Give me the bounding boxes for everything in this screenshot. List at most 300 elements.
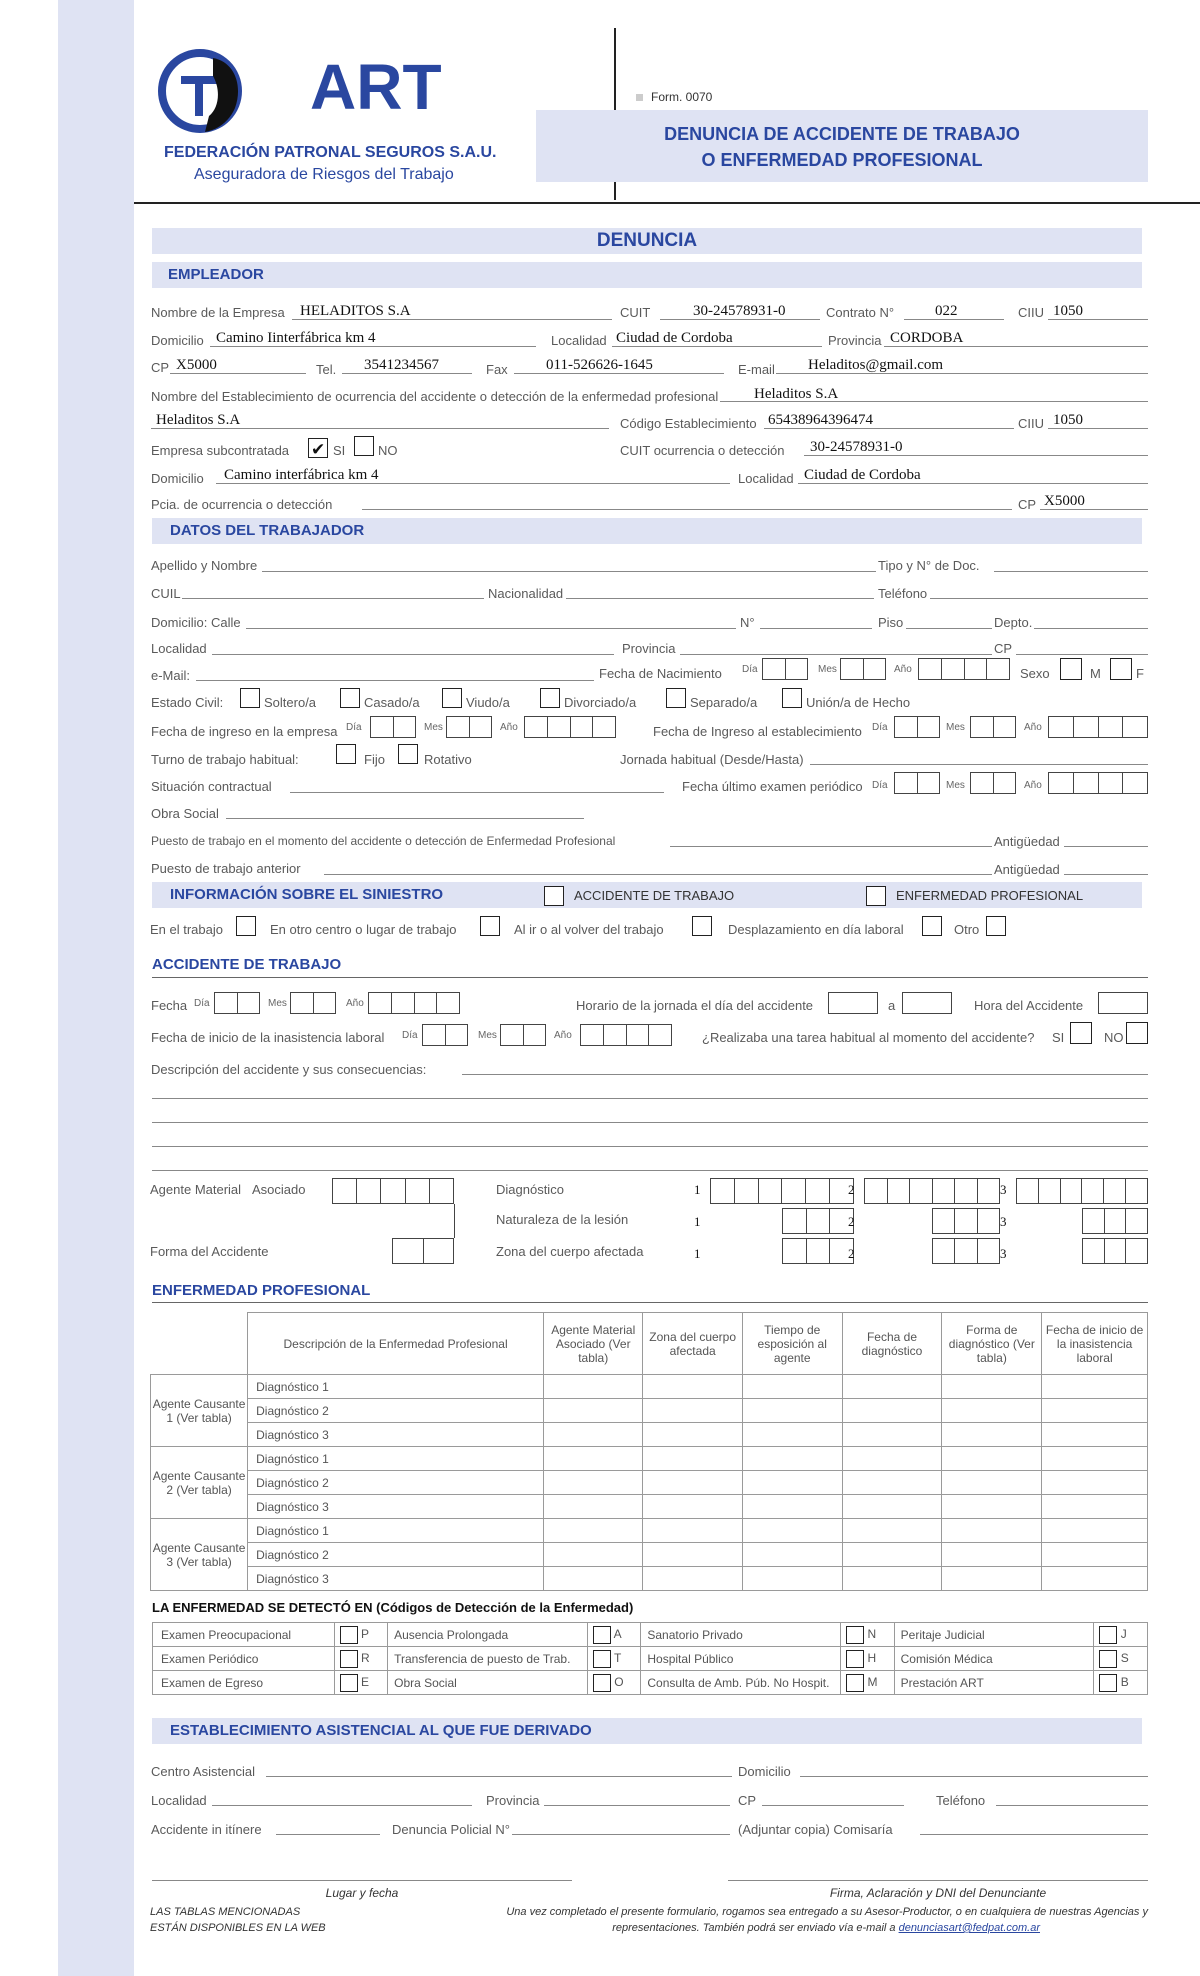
depto-label: Depto.	[994, 615, 1033, 630]
ep-cell[interactable]	[1042, 1567, 1148, 1591]
ep-cell[interactable]	[742, 1375, 842, 1399]
ep-diag-label: Diagnóstico 1	[248, 1375, 544, 1399]
fecha-accidente-mes-cells[interactable]	[290, 992, 336, 1014]
descripcion-line-2	[152, 1122, 1148, 1123]
ep-cell[interactable]	[1042, 1495, 1148, 1519]
det-checkbox[interactable]	[846, 1626, 864, 1644]
det-code-cell[interactable]	[841, 1671, 894, 1695]
opcion-en-trabajo-label: En el trabajo	[150, 922, 223, 937]
fijo-checkbox[interactable]	[336, 744, 356, 764]
ep-cell[interactable]	[942, 1471, 1042, 1495]
ep-diag-label: Diagnóstico 2	[248, 1543, 544, 1567]
horario-label: Horario de la jornada el día del accidente	[576, 998, 814, 1013]
situacion-label: Situación contractual	[151, 779, 272, 794]
tarea-si-checkbox[interactable]	[1070, 1022, 1092, 1044]
form-title-2: O ENFERMEDAD PROFESIONAL	[701, 150, 983, 170]
subcontratada-no-label: NO	[378, 443, 398, 458]
fp-logo-icon	[155, 46, 245, 136]
localidad-t-label: Localidad	[151, 641, 207, 656]
ingreso-estab-mes: Mes	[946, 722, 965, 733]
inicio-inasistencia-anio-cells[interactable]	[580, 1024, 672, 1046]
det-code: M	[867, 1674, 878, 1689]
provincia-asist-line	[544, 1805, 730, 1806]
sexo-m-checkbox[interactable]	[1060, 658, 1082, 680]
tarea-habitual-label: ¿Realizaba una tarea habitual al momento del accidente?	[702, 1030, 1035, 1045]
ep-cell[interactable]	[842, 1423, 942, 1447]
diag-n3: 3	[1000, 1182, 1007, 1197]
det-code: T	[614, 1650, 622, 1665]
ingreso-empresa-anio-cells[interactable]	[524, 716, 616, 738]
examen-dia-cells[interactable]	[894, 772, 940, 794]
ep-cell[interactable]	[942, 1495, 1042, 1519]
nacimiento-anio-cells[interactable]	[918, 658, 1010, 680]
ep-diag-label: Diagnóstico 1	[248, 1447, 544, 1471]
ep-cell[interactable]	[742, 1495, 842, 1519]
ep-cell[interactable]	[643, 1423, 742, 1447]
ep-cell[interactable]	[643, 1375, 742, 1399]
cuit-line	[660, 319, 820, 320]
zona-n2: 2	[848, 1246, 855, 1261]
logo	[155, 46, 245, 136]
fecha-accidente-dia: Día	[194, 998, 210, 1009]
ep-cell[interactable]	[842, 1567, 942, 1591]
itinere-line	[276, 1834, 380, 1835]
examen-anio-cells[interactable]	[1048, 772, 1148, 794]
ciiu2-value[interactable]: 1050	[1053, 412, 1083, 428]
localidad2-value[interactable]: Ciudad de Cordoba	[804, 467, 921, 483]
ciiu-line	[1048, 319, 1148, 320]
sexo-f-checkbox[interactable]	[1110, 658, 1132, 680]
lugar-line	[152, 1880, 572, 1881]
ep-cell[interactable]	[543, 1447, 642, 1471]
det-code-cell[interactable]	[1094, 1671, 1148, 1695]
numero-label: N°	[740, 615, 755, 630]
fijo-label: Fijo	[364, 752, 385, 767]
ep-cell[interactable]	[842, 1471, 942, 1495]
left-stripe	[58, 0, 134, 1976]
cp-t-label: CP	[994, 641, 1013, 656]
ep-cell[interactable]	[643, 1495, 742, 1519]
ep-cell[interactable]	[1042, 1471, 1148, 1495]
inicio-inasistencia-dia-cells[interactable]	[422, 1024, 468, 1046]
ep-cell[interactable]	[543, 1399, 642, 1423]
company-subtitle: Aseguradora de Riesgos del Trabajo	[194, 166, 454, 183]
ep-cell[interactable]	[742, 1471, 842, 1495]
separado-checkbox[interactable]	[666, 688, 686, 708]
tablas-note-1: LAS TABLAS MENCIONADAS	[150, 1906, 301, 1918]
accidente-header-rule	[152, 977, 1148, 978]
subcontratada-label: Empresa subcontratada	[151, 443, 290, 458]
telefono-asist-label: Teléfono	[936, 1793, 986, 1808]
email-label: E-mail	[738, 362, 775, 377]
union-label: Unión/a de Hecho	[806, 695, 911, 710]
ep-cell[interactable]	[543, 1375, 642, 1399]
localidad-value[interactable]: Ciudad de Cordoba	[616, 330, 733, 346]
det-checkbox[interactable]	[593, 1626, 611, 1644]
enfermedad-header: ENFERMEDAD PROFESIONAL	[152, 1282, 371, 1299]
ep-cell[interactable]	[942, 1375, 1042, 1399]
diagnostico-label: Diagnóstico	[496, 1182, 564, 1197]
det-checkbox[interactable]	[1099, 1650, 1117, 1668]
turno-label: Turno de trabajo habitual:	[151, 752, 299, 767]
tarea-no-checkbox[interactable]	[1126, 1022, 1148, 1044]
descripcion-label: Descripción del accidente y sus consecuencias:	[151, 1062, 427, 1077]
enfermedad-table	[150, 1312, 1148, 1591]
piso-line	[906, 628, 992, 629]
cuit-value[interactable]: 30-24578931-0	[693, 303, 786, 319]
calle-label: Domicilio: Calle	[151, 615, 241, 630]
nacimiento-dia-cells[interactable]	[762, 658, 808, 680]
jornada-label: Jornada habitual (Desde/Hasta)	[620, 752, 804, 767]
ep-cell[interactable]	[842, 1543, 942, 1567]
agente-asociado-label: Asociado	[252, 1182, 306, 1197]
codigo-line	[764, 428, 1014, 429]
form-title-1: DENUNCIA DE ACCIDENTE DE TRABAJO	[664, 124, 1020, 144]
obra-social-label: Obra Social	[151, 806, 219, 821]
apellido-label: Apellido y Nombre	[151, 558, 258, 573]
fecha-accidente-anio-cells[interactable]	[368, 992, 460, 1014]
det-checkbox[interactable]	[1099, 1626, 1117, 1644]
telefono-asist-line	[996, 1805, 1148, 1806]
empresa-line	[292, 319, 612, 320]
soltero-label: Soltero/a	[264, 695, 317, 710]
nota-line-2	[380, 1922, 1040, 1934]
tel-value[interactable]: 3541234567	[364, 357, 439, 373]
trabajador-header: DATOS DEL TRABAJADOR	[170, 522, 365, 539]
ep-cell[interactable]	[543, 1567, 642, 1591]
ep-col-tiempo: Tiempo de esposición al agente	[742, 1313, 842, 1375]
ep-cell[interactable]	[742, 1567, 842, 1591]
ingreso-empresa-mes-cells[interactable]	[446, 716, 492, 738]
nacionalidad-line	[566, 598, 874, 599]
det-label: Obra Social	[388, 1671, 588, 1695]
cuit-ocurrencia-value[interactable]: 30-24578931-0	[810, 439, 903, 455]
localidad-t-line	[212, 654, 614, 655]
opcion-ir-volver-label: Al ir o al volver del trabajo	[514, 922, 664, 937]
empleador-band	[152, 262, 1142, 288]
det-checkbox[interactable]	[846, 1650, 864, 1668]
antiguedad-label: Antigüedad	[994, 834, 1060, 849]
rotativo-checkbox[interactable]	[398, 744, 418, 764]
opcion-en-trabajo-checkbox[interactable]	[236, 916, 256, 936]
ep-cell[interactable]	[842, 1399, 942, 1423]
cuil-label: CUIL	[151, 586, 181, 601]
ep-cell[interactable]	[643, 1543, 742, 1567]
brand-name: ART	[310, 51, 442, 123]
apellido-line	[262, 571, 876, 572]
localidad-label: Localidad	[551, 333, 607, 348]
fecha-accidente-mes: Mes	[268, 998, 287, 1009]
cp-label: CP	[151, 360, 170, 375]
sexo-m-label: M	[1090, 666, 1101, 681]
ep-cell[interactable]	[942, 1447, 1042, 1471]
ep-cell[interactable]	[1042, 1399, 1148, 1423]
diag-2-cells[interactable]	[864, 1178, 1000, 1204]
ep-cell[interactable]	[742, 1519, 842, 1543]
opcion-otro-centro-checkbox[interactable]	[480, 916, 500, 936]
fecha-accidente-anio: Año	[346, 998, 364, 1009]
ep-cell[interactable]	[1042, 1543, 1148, 1567]
ingreso-estab-anio-cells[interactable]	[1048, 716, 1148, 738]
zona-2-cells[interactable]	[932, 1238, 1000, 1264]
det-label: Consulta de Amb. Púb. No Hospit.	[641, 1671, 841, 1695]
ep-cell[interactable]	[942, 1567, 1042, 1591]
diag-1-cells[interactable]	[710, 1178, 854, 1204]
det-code-cell[interactable]	[334, 1647, 387, 1671]
separado-label: Separado/a	[690, 695, 758, 710]
nat-n3: 3	[1000, 1214, 1007, 1229]
puesto-line	[670, 846, 992, 847]
ingreso-estab-mes-cells[interactable]	[970, 716, 1016, 738]
ciiu-value[interactable]: 1050	[1053, 303, 1083, 319]
det-code: E	[360, 1674, 369, 1689]
ingreso-estab-dia: Día	[872, 722, 888, 733]
ep-agente-2: Agente Causante 2 (Ver tabla)	[151, 1447, 248, 1519]
horario-hasta-cells[interactable]	[902, 992, 952, 1014]
opcion-desplazamiento-checkbox[interactable]	[922, 916, 942, 936]
antiguedad2-label: Antigüedad	[994, 862, 1060, 877]
domicilio2-label: Domicilio	[151, 471, 204, 486]
ep-cell[interactable]	[643, 1399, 742, 1423]
det-code-cell[interactable]	[1094, 1623, 1148, 1647]
ep-cell[interactable]	[942, 1543, 1042, 1567]
obra-social-line	[226, 818, 584, 819]
fecha-accidente-dia-cells[interactable]	[214, 992, 260, 1014]
opcion-otro-checkbox[interactable]	[986, 916, 1006, 936]
empresa-value[interactable]: HELADITOS S.A	[300, 303, 411, 319]
det-code-cell[interactable]	[841, 1647, 894, 1671]
domicilio2-value[interactable]: Camino interfábrica km 4	[224, 467, 379, 483]
ep-col-fecha-diag: Fecha de diagnóstico	[842, 1313, 942, 1375]
localidad2-label: Localidad	[738, 471, 794, 486]
depto-line	[1034, 628, 1148, 629]
nat-3-cells[interactable]	[1082, 1208, 1148, 1234]
inicio-inasistencia-label: Fecha de inicio de la inasistencia laboral	[151, 1030, 385, 1045]
nacimiento-dia: Día	[742, 664, 758, 675]
nat-1-cells[interactable]	[782, 1208, 854, 1234]
enfermedad-profesional-checkbox[interactable]	[866, 886, 886, 906]
deteccion-header: LA ENFERMEDAD SE DETECTÓ EN (Códigos de Detección de la Enfermedad)	[152, 1600, 634, 1615]
fax-value[interactable]: 011-526626-1645	[546, 357, 653, 373]
inicio-inasistencia-dia: Día	[402, 1030, 418, 1041]
viudo-checkbox[interactable]	[442, 688, 462, 708]
contact-email-link[interactable]: denunciasart@fedpat.com.ar	[898, 1922, 1040, 1934]
antiguedad2-line	[1064, 874, 1148, 875]
det-code-cell[interactable]	[587, 1623, 640, 1647]
opcion-desplazamiento-label: Desplazamiento en día laboral	[728, 922, 904, 937]
examen-mes-cells[interactable]	[970, 772, 1016, 794]
tel-line	[342, 373, 472, 374]
domicilio-asist-label: Domicilio	[738, 1764, 791, 1779]
cp-value[interactable]: X5000	[176, 357, 217, 373]
det-checkbox[interactable]	[340, 1674, 358, 1692]
ep-cell[interactable]	[643, 1519, 742, 1543]
telefono-label: Teléfono	[878, 586, 928, 601]
union-checkbox[interactable]	[782, 688, 802, 708]
ep-cell[interactable]	[643, 1447, 742, 1471]
ep-diag-label: Diagnóstico 1	[248, 1519, 544, 1543]
nacionalidad-label: Nacionalidad	[488, 586, 564, 601]
cp-asist-label: CP	[738, 1793, 757, 1808]
ep-cell[interactable]	[842, 1447, 942, 1471]
nacimiento-mes-cells[interactable]	[840, 658, 886, 680]
domicilio-value[interactable]: Camino Iinterfábrica km 4	[216, 330, 376, 346]
det-checkbox[interactable]	[340, 1626, 358, 1644]
ep-cell[interactable]	[543, 1495, 642, 1519]
puesto-anterior-line	[324, 874, 992, 875]
nat-2-cells[interactable]	[932, 1208, 1000, 1234]
ep-cell[interactable]	[842, 1495, 942, 1519]
descripcion-line-4	[152, 1170, 1148, 1171]
zona-label: Zona del cuerpo afectada	[496, 1244, 644, 1259]
establecimiento-value[interactable]: Heladitos S.A	[754, 386, 839, 402]
examen-dia: Día	[872, 780, 888, 791]
ep-cell[interactable]	[842, 1375, 942, 1399]
opcion-ir-volver-checkbox[interactable]	[692, 916, 712, 936]
det-code-cell[interactable]	[587, 1671, 640, 1695]
subcontratada-si-label: SI	[333, 443, 346, 458]
ep-cell[interactable]	[742, 1399, 842, 1423]
ep-diag-label: Diagnóstico 3	[248, 1567, 544, 1591]
ep-cell[interactable]	[543, 1519, 642, 1543]
descripcion-line-0	[462, 1074, 1148, 1075]
lugar-fecha-label: Lugar y fecha	[325, 1886, 399, 1900]
ep-cell[interactable]	[1042, 1519, 1148, 1543]
ep-col-agente: Agente Material Asociado (Ver tabla)	[543, 1313, 642, 1375]
zona-n1: 1	[694, 1246, 701, 1261]
ingreso-empresa-dia: Día	[346, 722, 362, 733]
det-code-cell[interactable]	[841, 1623, 894, 1647]
det-code-cell[interactable]	[334, 1671, 387, 1695]
det-code-cell[interactable]	[334, 1623, 387, 1647]
hora-accidente-cells[interactable]	[1098, 992, 1148, 1014]
tarea-no-label: NO	[1104, 1030, 1124, 1045]
ingreso-empresa-mes: Mes	[424, 722, 443, 733]
ep-cell[interactable]	[742, 1447, 842, 1471]
ingreso-estab-label: Fecha de Ingreso al establecimiento	[653, 724, 862, 739]
ep-cell[interactable]	[543, 1543, 642, 1567]
contrato-value[interactable]: 022	[935, 303, 958, 319]
establecimiento2-value[interactable]: Heladitos S.A	[156, 412, 241, 428]
zona-3-cells[interactable]	[1082, 1238, 1148, 1264]
company-name: FEDERACIÓN PATRONAL SEGUROS S.A.U.	[164, 144, 497, 161]
localidad2-line	[798, 483, 1148, 484]
codigo-value[interactable]: 65438964396474	[768, 412, 873, 428]
forma-accidente-label: Forma del Accidente	[150, 1244, 269, 1259]
ingreso-estab-dia-cells[interactable]	[894, 716, 940, 738]
det-checkbox[interactable]	[593, 1674, 611, 1692]
sexo-f-label: F	[1136, 666, 1144, 681]
ep-cell[interactable]	[742, 1543, 842, 1567]
agente-material-cells[interactable]	[332, 1178, 454, 1204]
denuncia-title: DENUNCIA	[596, 230, 698, 251]
ep-cell[interactable]	[742, 1423, 842, 1447]
det-code: H	[867, 1650, 877, 1665]
ep-cell[interactable]	[543, 1423, 642, 1447]
subcontratada-no-checkbox[interactable]	[354, 436, 374, 456]
cuit-ocurrencia-line	[804, 455, 1148, 456]
det-code-cell[interactable]	[1094, 1647, 1148, 1671]
ep-cell[interactable]	[543, 1471, 642, 1495]
viudo-label: Viudo/a	[466, 695, 510, 710]
descripcion-line-3	[152, 1146, 1148, 1147]
nacimiento-anio: Año	[894, 664, 912, 675]
ep-cell[interactable]	[643, 1567, 742, 1591]
accidente-trabajo-checkbox[interactable]	[544, 886, 564, 906]
ep-cell[interactable]	[1042, 1423, 1148, 1447]
codes-divider	[454, 1204, 456, 1238]
title-band	[536, 110, 1148, 182]
provincia-label: Provincia	[828, 333, 882, 348]
det-code: S	[1120, 1650, 1129, 1665]
email-value[interactable]: Heladitos@gmail.com	[808, 357, 944, 373]
soltero-checkbox[interactable]	[240, 688, 260, 708]
ep-cell[interactable]	[942, 1423, 1042, 1447]
forma-accidente-cells[interactable]	[392, 1238, 454, 1264]
policial-label: Denuncia Policial N°	[392, 1822, 510, 1837]
det-checkbox[interactable]	[340, 1650, 358, 1668]
ep-cell[interactable]	[942, 1519, 1042, 1543]
contrato-label: Contrato N°	[826, 305, 895, 320]
det-label: Prestación ART	[894, 1671, 1094, 1695]
ep-agente-1: Agente Causante 1 (Ver tabla)	[151, 1375, 248, 1447]
examen-anio: Año	[1024, 780, 1042, 791]
empresa-label: Nombre de la Empresa	[151, 305, 285, 320]
diag-n1: 1	[694, 1182, 701, 1197]
piso-label: Piso	[878, 615, 904, 630]
localidad-asist-label: Localidad	[151, 1793, 207, 1808]
provincia-t-label: Provincia	[622, 641, 676, 656]
det-label: Examen de Egreso	[153, 1671, 335, 1695]
det-checkbox[interactable]	[1099, 1674, 1117, 1692]
det-label: Examen Periódico	[153, 1647, 335, 1671]
accidente-trabajo-label: ACCIDENTE DE TRABAJO	[574, 888, 735, 903]
antiguedad-line	[1064, 846, 1148, 847]
examen-label: Fecha último examen periódico	[682, 779, 863, 794]
det-checkbox[interactable]	[593, 1650, 611, 1668]
inicio-inasistencia-mes-cells[interactable]	[500, 1024, 546, 1046]
horario-desde-cells[interactable]	[828, 992, 878, 1014]
pcia-line	[362, 509, 1012, 510]
opcion-otro-centro-label: En otro centro o lugar de trabajo	[270, 922, 457, 937]
det-code-cell[interactable]	[587, 1647, 640, 1671]
puesto-label: Puesto de trabajo en el momento del accidente o detección de Enfermedad Profesional	[151, 834, 616, 848]
tablas-note-2: ESTÁN DISPONIBLES EN LA WEB	[150, 1922, 326, 1934]
cp2-value[interactable]: X5000	[1044, 493, 1085, 509]
nota-line-1: Una vez completado el presente formulario, rogamos sea entregado a su Asesor-Productor, o en cualquiera de nuestras Agencias y	[506, 1906, 1148, 1918]
ep-cell[interactable]	[643, 1471, 742, 1495]
tipo-doc-line	[994, 571, 1148, 572]
diag-3-cells[interactable]	[1016, 1178, 1148, 1204]
det-checkbox[interactable]	[846, 1674, 864, 1692]
pcia-label: Pcia. de ocurrencia o detección	[151, 497, 333, 512]
zona-1-cells[interactable]	[782, 1238, 854, 1264]
accidente-header: ACCIDENTE DE TRABAJO	[152, 956, 342, 973]
ingreso-empresa-dia-cells[interactable]	[370, 716, 416, 738]
ep-cell[interactable]	[1042, 1375, 1148, 1399]
ep-cell[interactable]	[942, 1399, 1042, 1423]
cp-asist-line	[762, 1805, 904, 1806]
divorciado-checkbox[interactable]	[540, 688, 560, 708]
enfermedad-header-rule	[152, 1302, 1148, 1303]
horario-a-label: a	[888, 998, 896, 1013]
nat-n1: 1	[694, 1214, 701, 1229]
provincia-value[interactable]: CORDOBA	[890, 330, 964, 346]
ep-cell[interactable]	[842, 1519, 942, 1543]
ep-cell[interactable]	[1042, 1447, 1148, 1471]
casado-checkbox[interactable]	[340, 688, 360, 708]
provincia-asist-label: Provincia	[486, 1793, 540, 1808]
